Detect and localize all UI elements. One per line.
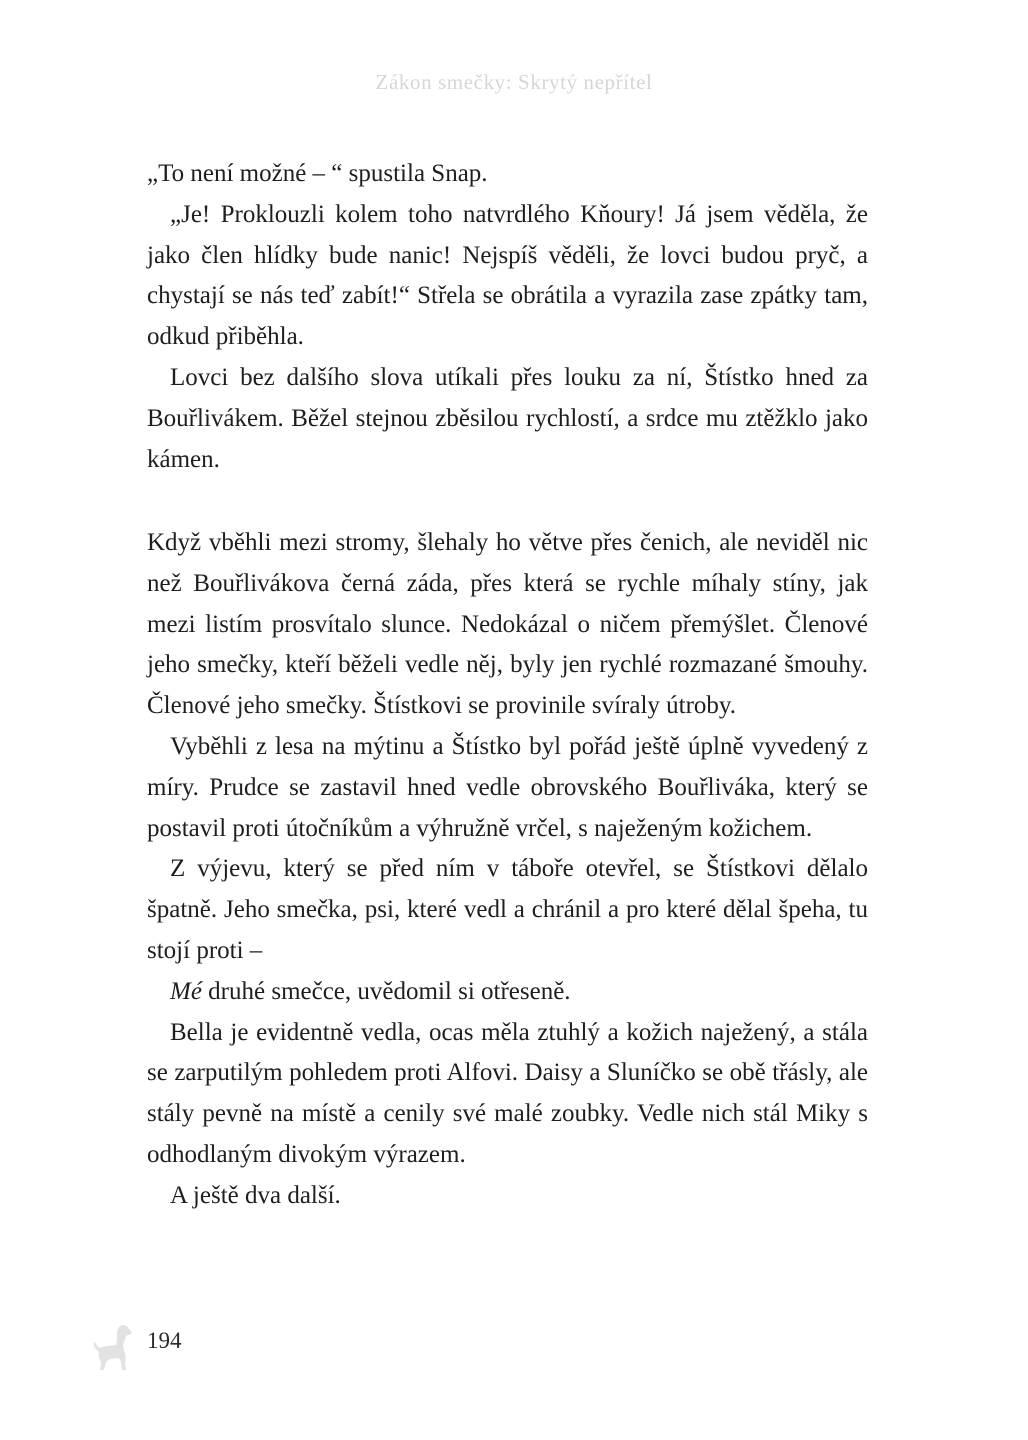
dog-icon — [90, 1322, 134, 1372]
paragraph-text: druhé smečce, uvědomil si otřeseně. — [208, 977, 571, 1005]
page-number: 194 — [147, 1328, 182, 1353]
paragraph: A ještě dva další. — [170, 1181, 341, 1209]
paragraph: Když vběhli mezi stromy, šlehaly ho větve přes čenich, ale neviděl nic než Bouřlivákova černá záda, přes která se rychle míhaly stíny, jak mezi listím prosvítalo slunce. Nedokázal o ničem přemýšlet. Členové jeho smečky, kteří běželi vedle něj, byly jen rychlé rozmazané šmouhy. Členové jeho smečky. Štístkovi se provinile svíraly útroby. — [147, 529, 868, 720]
paragraph: Bella je evidentně vedla, ocas měla ztuhlý a kožich naježený, a stála se zarputilým pohledem proti Alfovi. Daisy a Sluníčko se obě třásly, ale stály pevně na místě a cenily své malé zoubky. Vedle nich stál Miky s odhodlaným divokým výrazem. — [147, 1018, 868, 1168]
running-header: Zákon smečky: Skrytý nepřítel — [375, 70, 653, 94]
paragraph: „To není možné – “ spustila Snap. — [147, 160, 488, 187]
paragraph: „Je! Proklouzli kolem toho natvrdlého Kňoury! Já jsem věděla, že jako člen hlídky bude nanic! Nejspíš věděli, že lovci budou pryč, a chystají se nás teď zabít!“ Střela se obrátila a vyrazila zase zpátky tam, odkud přiběhla. — [147, 200, 868, 351]
text-section-1 — [147, 154, 868, 480]
paragraph: Lovci bez dalšího slova utíkali přes louku za ní, Štístko hned za Bouřlivákem. Běžel stejnou zběsilou rychlostí, a srdce mu ztěžklo jako kámen. — [147, 363, 868, 473]
paragraph: Z výjevu, který se před ním v táboře otevřel, se Štístkovi dělalo špatně. Jeho smečka, psi, které vedl a chránil a pro které dělal špeha, tu stojí proti – — [147, 855, 868, 964]
paragraph: Vyběhli z lesa na mýtinu a Štístko byl pořád ještě úplně vyvedený z míry. Prudce se zastavil hned vedle obrovského Bouřliváka, který se postavil proti útočníkům a výhružně vrčel, s naježeným kožichem. — [147, 732, 868, 842]
paragraph — [147, 972, 868, 1013]
text-section-2 — [147, 523, 868, 1217]
emphasized-word: Mé — [170, 977, 202, 1005]
